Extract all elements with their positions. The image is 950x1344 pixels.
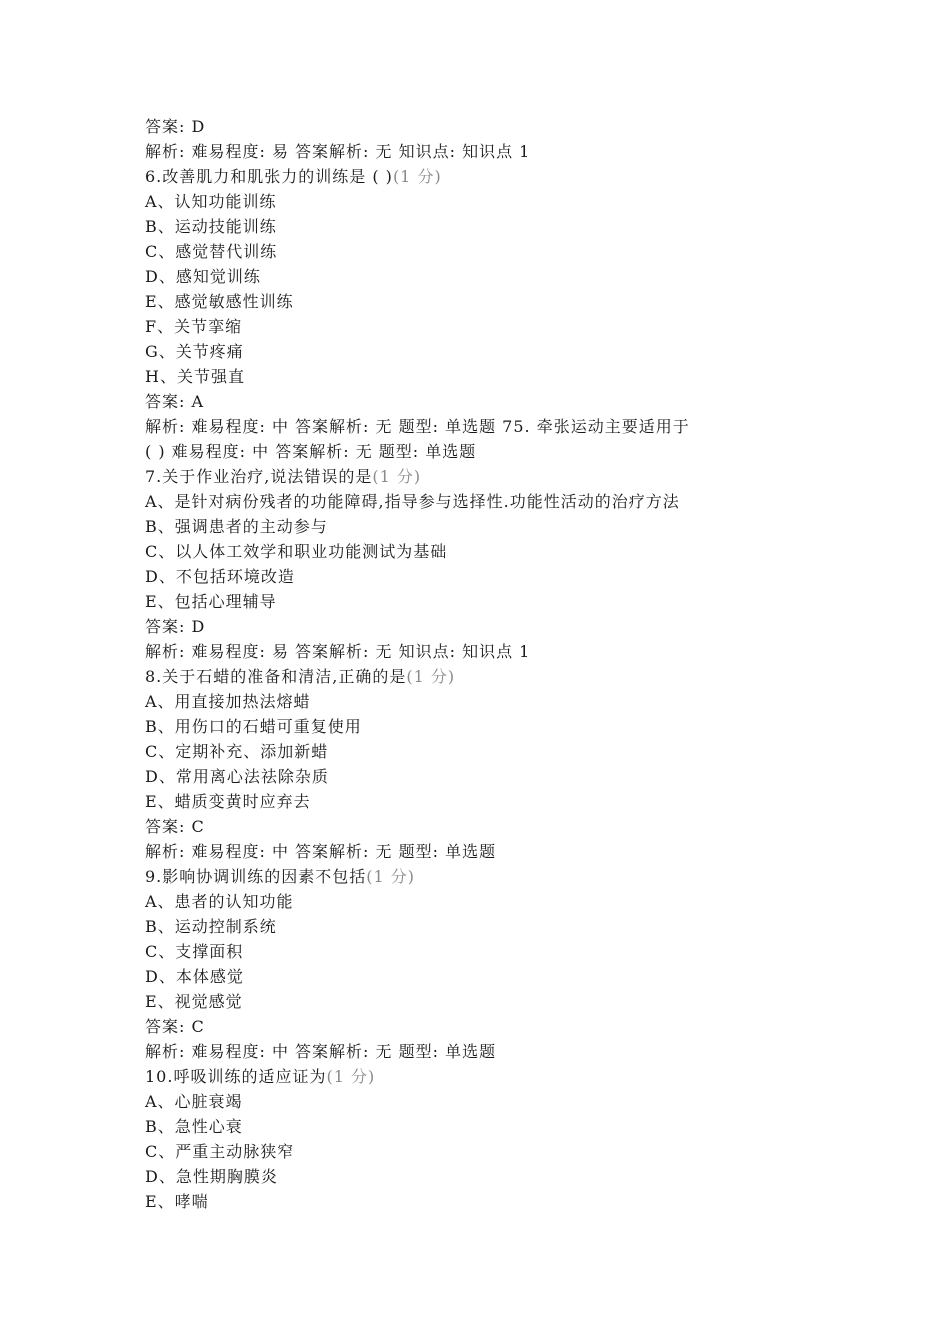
text-line xyxy=(145,414,925,439)
line-text: F、关节挛缩 xyxy=(145,317,243,336)
line-text: E、哮喘 xyxy=(145,1192,209,1211)
line-text: C、支撑面积 xyxy=(145,942,244,961)
text-line xyxy=(145,139,925,164)
line-text: B、运动控制系统 xyxy=(145,917,277,936)
line-text: D、常用离心法祛除杂质 xyxy=(145,767,329,786)
text-line xyxy=(145,1064,925,1089)
line-text: C、定期补充、添加新蜡 xyxy=(145,742,329,761)
line-text: D、感知觉训练 xyxy=(145,267,261,286)
text-line xyxy=(145,889,925,914)
text-line xyxy=(145,389,925,414)
text-line xyxy=(145,339,925,364)
line-text: B、急性心衰 xyxy=(145,1117,243,1136)
text-line xyxy=(145,664,925,689)
line-text: 解析: 难易程度: 易 答案解析: 无 知识点: 知识点 1 xyxy=(145,142,531,161)
text-line xyxy=(145,1014,925,1039)
text-line xyxy=(145,714,925,739)
text-line xyxy=(145,689,925,714)
line-text: C、严重主动脉狭窄 xyxy=(145,1142,295,1161)
text-line xyxy=(145,114,925,139)
line-text: 答案: A xyxy=(145,392,205,411)
line-text: 答案: C xyxy=(145,817,205,836)
text-line xyxy=(145,639,925,664)
text-line xyxy=(145,1189,925,1214)
text-line xyxy=(145,589,925,614)
text-line xyxy=(145,964,925,989)
line-text: A、是针对病份残者的功能障碍,指导参与选择性.功能性活动的治疗方法 xyxy=(145,492,680,511)
line-text: A、认知功能训练 xyxy=(145,192,277,211)
line-text: E、蜡质变黄时应弃去 xyxy=(145,792,311,811)
text-line xyxy=(145,789,925,814)
text-line xyxy=(145,489,925,514)
line-text: 答案: D xyxy=(145,617,206,636)
text-line xyxy=(145,364,925,389)
text-line xyxy=(145,864,925,889)
line-text: 6.改善肌力和肌张力的训练是 ( ) xyxy=(145,167,393,186)
line-text: 8.关于石蜡的准备和清洁,正确的是 xyxy=(145,667,407,686)
text-line xyxy=(145,989,925,1014)
text-line xyxy=(145,839,925,864)
line-text: E、包括心理辅导 xyxy=(145,592,277,611)
line-text: D、急性期胸膜炎 xyxy=(145,1167,278,1186)
line-text: E、感觉敏感性训练 xyxy=(145,292,294,311)
text-line xyxy=(145,564,925,589)
text-line xyxy=(145,214,925,239)
line-text: E、视觉感觉 xyxy=(145,992,243,1011)
document-page xyxy=(145,114,925,1214)
text-line xyxy=(145,1039,925,1064)
line-text: A、患者的认知功能 xyxy=(145,892,294,911)
text-line xyxy=(145,614,925,639)
text-line xyxy=(145,539,925,564)
text-line xyxy=(145,914,925,939)
line-text: G、关节疼痛 xyxy=(145,342,244,361)
line-text: B、用伤口的石蜡可重复使用 xyxy=(145,717,362,736)
text-line xyxy=(145,764,925,789)
text-line xyxy=(145,739,925,764)
line-text: 解析: 难易程度: 易 答案解析: 无 知识点: 知识点 1 xyxy=(145,642,531,661)
line-text: C、感觉替代训练 xyxy=(145,242,278,261)
line-text: 答案: D xyxy=(145,117,206,136)
text-line xyxy=(145,814,925,839)
line-text: A、心脏衰竭 xyxy=(145,1092,243,1111)
line-text: 解析: 难易程度: 中 答案解析: 无 题型: 单选题 xyxy=(145,1042,497,1061)
line-text: 7.关于作业治疗,说法错误的是 xyxy=(145,467,373,486)
text-line xyxy=(145,939,925,964)
line-text: ( ) 难易程度: 中 答案解析: 无 题型: 单选题 xyxy=(145,442,477,461)
line-text: A、用直接加热法熔蜡 xyxy=(145,692,311,711)
text-line xyxy=(145,1139,925,1164)
text-line xyxy=(145,189,925,214)
line-text: C、以人体工效学和职业功能测试为基础 xyxy=(145,542,448,561)
text-line xyxy=(145,514,925,539)
line-text: 解析: 难易程度: 中 答案解析: 无 题型: 单选题 75. 牵张运动主要适用于 xyxy=(145,417,690,436)
line-text: B、强调患者的主动参与 xyxy=(145,517,328,536)
text-line xyxy=(145,164,925,189)
text-line xyxy=(145,1164,925,1189)
line-text: B、运动技能训练 xyxy=(145,217,277,236)
text-line xyxy=(145,464,925,489)
text-line xyxy=(145,1114,925,1139)
text-line xyxy=(145,239,925,264)
points-label: (1 分) xyxy=(366,867,416,886)
points-label: (1 分) xyxy=(326,1067,376,1086)
line-text: H、关节强直 xyxy=(145,367,245,386)
line-text: 答案: C xyxy=(145,1017,205,1036)
line-text: 解析: 难易程度: 中 答案解析: 无 题型: 单选题 xyxy=(145,842,497,861)
text-line xyxy=(145,289,925,314)
line-text: D、本体感觉 xyxy=(145,967,244,986)
text-line xyxy=(145,1089,925,1114)
points-label: (1 分) xyxy=(372,467,422,486)
line-text: 9.影响协调训练的因素不包括 xyxy=(145,867,367,886)
points-label: (1 分) xyxy=(406,667,456,686)
text-line xyxy=(145,314,925,339)
line-text: 10.呼吸训练的适应证为 xyxy=(145,1067,327,1086)
text-line xyxy=(145,264,925,289)
points-label: (1 分) xyxy=(392,167,442,186)
text-line xyxy=(145,439,925,464)
line-text: D、不包括环境改造 xyxy=(145,567,295,586)
